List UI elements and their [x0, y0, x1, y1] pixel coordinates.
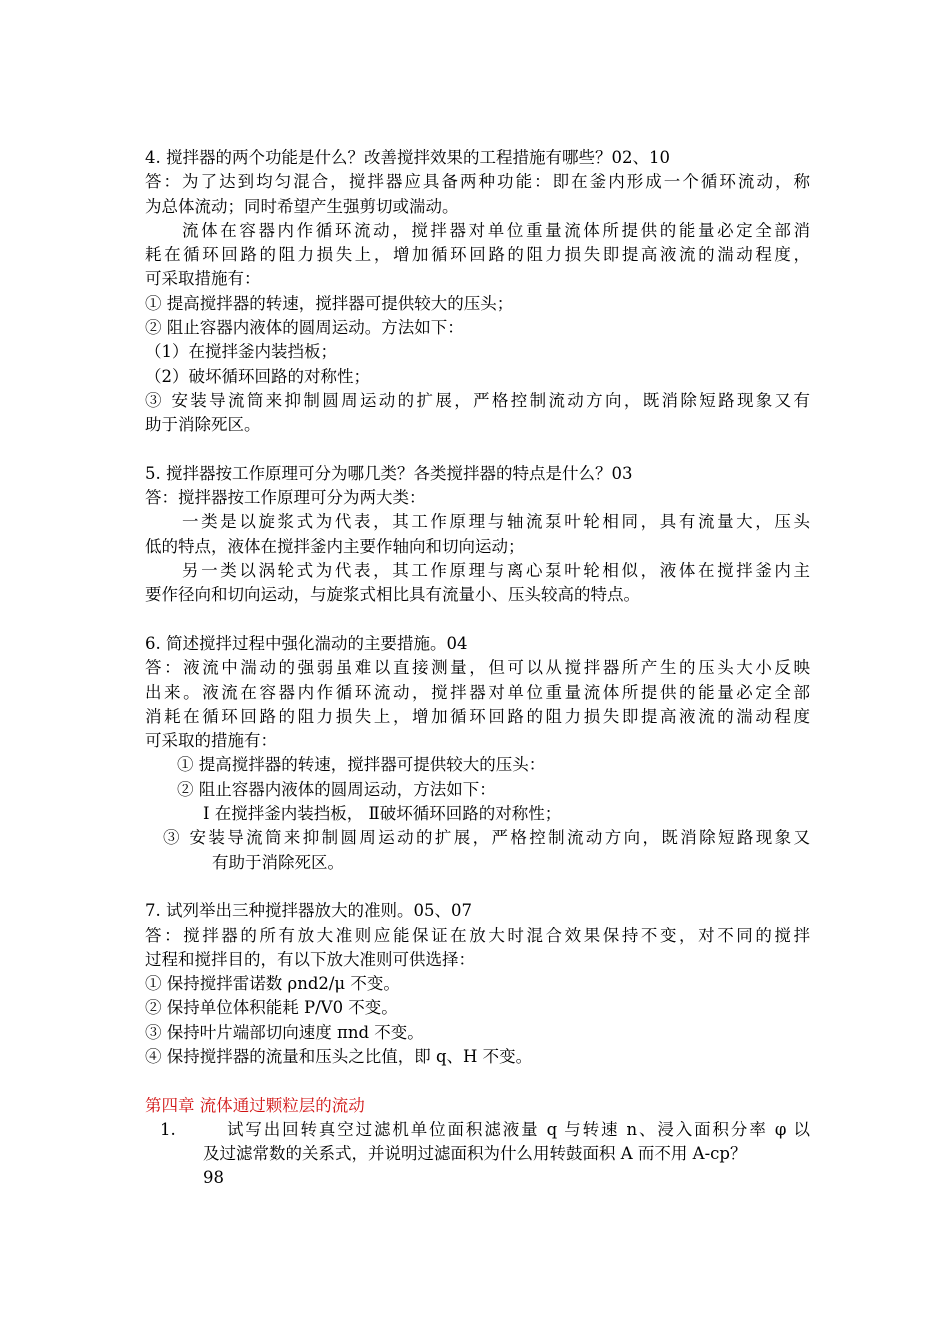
question-body	[203, 1118, 810, 1191]
answer-line: 过程和搅拌目的，有以下放大准则可供选择：	[145, 949, 475, 969]
measure-item: ③ 安装导流筒来抑制圆周运动的扩展，严格控制流动方向，既消除短路现象又	[163, 828, 810, 848]
measure-subitem: （2）破坏循环回路的对称性；	[145, 366, 370, 386]
criterion-item: ④ 保持搅拌器的流量和压头之比值，即 q、H 不变。	[145, 1046, 533, 1066]
criterion-item: ① 保持搅拌雷诺数 ρnd2/μ 不变。	[145, 974, 400, 994]
paragraph-line: 另一类以涡轮式为代表，其工作原理与离心泵叶轮相似，液体在搅拌釜内主	[182, 561, 810, 581]
measure-subitem: Ⅰ 在搅拌釜内装挡板， Ⅱ破坏循环回路的对称性；	[203, 804, 562, 824]
answer-line: 出来。液流在容器内作循环流动，搅拌器对单位重量流体所提供的能量必定全部	[145, 682, 810, 702]
paragraph-line: 流体在容器内作循环流动，搅拌器对单位重量流体所提供的能量必定全部消	[182, 220, 810, 240]
answer-line: 消耗在循环回路的阻力损失上，增加循环回路的阻力损失即提高液流的湍动程度	[145, 706, 810, 726]
answer-line: 可采取的措施有：	[145, 731, 277, 751]
criterion-item: ③ 保持叶片端部切向速度 πnd 不变。	[145, 1022, 424, 1042]
measure-subitem: （1）在搅拌釜内装挡板；	[145, 342, 337, 362]
blank-line	[145, 875, 810, 899]
measure-item: ① 提高搅拌器的转速，搅拌器可提供较大的压头；	[145, 293, 514, 313]
answer-line: 答：搅拌器的所有放大准则应能保证在放大时混合效果保持不变，对不同的搅拌	[145, 925, 810, 945]
question-6-title: 6. 简述搅拌过程中强化湍动的主要措施。04	[145, 633, 468, 653]
measure-item: ③ 安装导流筒来抑制圆周运动的扩展，严格控制流动方向，既消除短路现象又有	[145, 390, 810, 410]
measure-item: ① 提高搅拌器的转速，搅拌器可提供较大的压头：	[177, 755, 546, 775]
question-7-title: 7. 试列举出三种搅拌器放大的准则。05、07	[145, 901, 472, 921]
paragraph-line: 要作径向和切向运动，与旋浆式相比具有流量小、压头较高的特点。	[145, 585, 640, 605]
question-number: 1.	[160, 1119, 176, 1139]
question-line: 试写出回转真空过滤机单位面积滤液量 q 与转速 n、浸入面积分率 φ 以	[227, 1119, 810, 1139]
answer-line: 答：搅拌器按工作原理可分为两大类：	[145, 488, 426, 508]
paragraph-line: 一类是以旋浆式为代表，其工作原理与轴流泵叶轮相同，具有流量大，压头	[182, 512, 810, 532]
paragraph-line: 可采取措施有：	[145, 269, 261, 289]
question-5-title: 5. 搅拌器按工作原理可分为哪几类？各类搅拌器的特点是什么？03	[145, 463, 633, 483]
blank-line	[145, 608, 810, 632]
document-page	[145, 146, 810, 1191]
question-4-title: 4. 搅拌器的两个功能是什么？改善搅拌效果的工程措施有哪些？02、10	[145, 148, 670, 167]
question-line: 98	[203, 1168, 224, 1188]
blank-line	[145, 1069, 810, 1093]
chapter-heading: 第四章 流体通过颗粒层的流动	[145, 1095, 365, 1115]
answer-line: 答：为了达到均匀混合，搅拌器应具备两种功能：即在釜内形成一个循环流动，称	[145, 172, 810, 192]
paragraph-line: 耗在循环回路的阻力损失上，增加循环回路的阻力损失即提高液流的湍动程度，	[145, 245, 810, 265]
blank-line	[145, 438, 810, 462]
question-line: 及过滤常数的关系式，并说明过滤面积为什么用转鼓面积 A 而不用 A-cp？	[203, 1144, 747, 1164]
criterion-item: ② 保持单位体积能耗 P/V0 不变。	[145, 998, 398, 1018]
answer-line: 答：液流中湍动的强弱虽难以直接测量，但可以从搅拌器所产生的压头大小反映	[145, 658, 810, 678]
measure-item: 有助于消除死区。	[212, 852, 344, 872]
measure-item: ② 阻止容器内液体的圆周运动，方法如下：	[177, 779, 496, 799]
measure-item: ② 阻止容器内液体的圆周运动。方法如下：	[145, 318, 464, 338]
answer-line: 为总体流动；同时希望产生强剪切或湍动。	[145, 196, 459, 216]
paragraph-line: 低的特点，液体在搅拌釜内主要作轴向和切向运动；	[145, 536, 525, 556]
numbered-question	[145, 1118, 810, 1191]
measure-item: 助于消除死区。	[145, 415, 261, 435]
